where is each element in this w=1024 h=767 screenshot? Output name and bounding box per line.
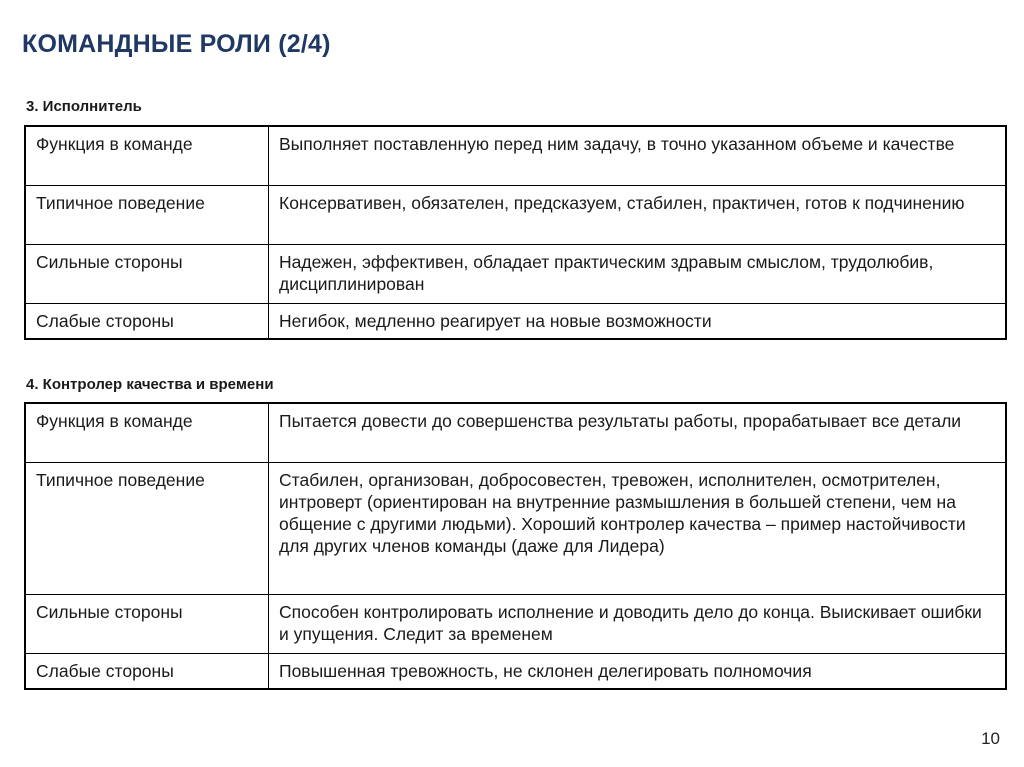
row-label: Функция в команде bbox=[25, 126, 269, 185]
executor-role-table bbox=[24, 125, 1007, 340]
table-row bbox=[25, 462, 1006, 594]
row-label: Функция в команде bbox=[25, 403, 269, 462]
row-label: Типичное поведение bbox=[25, 462, 269, 594]
table-row bbox=[25, 185, 1006, 244]
row-label: Слабые стороны bbox=[25, 653, 269, 689]
table-row bbox=[25, 594, 1006, 653]
row-value: Выполняет поставленную перед ним задачу, в точно указанном объеме и качестве bbox=[269, 126, 1007, 185]
row-value: Повышенная тревожность, не склонен делегировать полномочия bbox=[269, 653, 1007, 689]
row-value: Стабилен, организован, добросовестен, тревожен, исполнителен, осмотрителен, интроверт (ориентирован на внутренние размышления в большей степени, чем на общение с другими людьми). Хороший контролер качества – пример настойчивости для других членов команды (даже для Лидера) bbox=[269, 462, 1007, 594]
row-label: Типичное поведение bbox=[25, 185, 269, 244]
row-value: Надежен, эффективен, обладает практическим здравым смыслом, трудолюбив, дисциплинирован bbox=[269, 244, 1007, 303]
row-label: Слабые стороны bbox=[25, 303, 269, 339]
table-row bbox=[25, 403, 1006, 462]
table-row bbox=[25, 244, 1006, 303]
table-row bbox=[25, 126, 1006, 185]
page-number: 10 bbox=[981, 729, 1000, 748]
section-heading-quality-controller: 4. Контролер качества и времени bbox=[26, 376, 274, 393]
table-row bbox=[25, 303, 1006, 339]
row-value: Способен контролировать исполнение и доводить дело до конца. Выискивает ошибки и упущения. Следит за временем bbox=[269, 594, 1007, 653]
row-label: Сильные стороны bbox=[25, 244, 269, 303]
row-label: Сильные стороны bbox=[25, 594, 269, 653]
quality-controller-role-table bbox=[24, 402, 1007, 690]
row-value: Консервативен, обязателен, предсказуем, стабилен, практичен, готов к подчинению bbox=[269, 185, 1007, 244]
section-heading-executor: 3. Исполнитель bbox=[26, 98, 142, 115]
table-row bbox=[25, 653, 1006, 689]
row-value: Пытается довести до совершенства результаты работы, прорабатывает все детали bbox=[269, 403, 1007, 462]
row-value: Негибок, медленно реагирует на новые возможности bbox=[269, 303, 1007, 339]
page-title: КОМАНДНЫЕ РОЛИ (2/4) bbox=[22, 30, 331, 58]
